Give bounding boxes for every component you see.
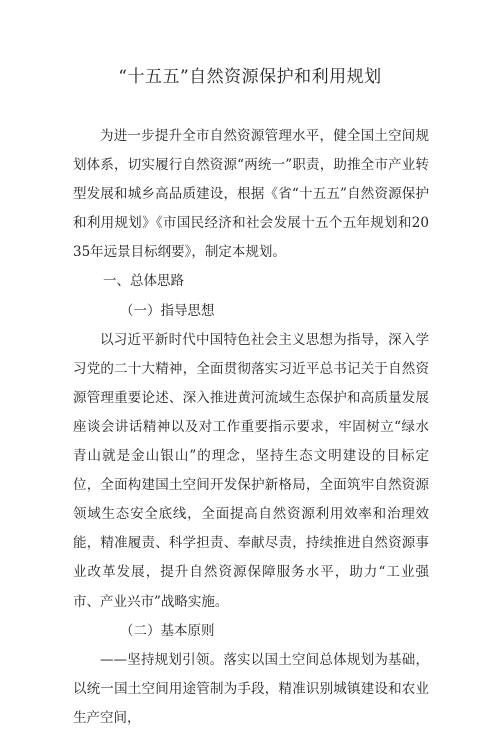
subsection-heading-basic-principles: （二）基本原则 xyxy=(120,622,215,639)
subsection-heading-guiding-ideology: （一）指导思想 xyxy=(120,302,215,319)
document-body xyxy=(73,122,429,726)
intro-paragraph: 为进一步提升全市自然资源管理水平，健全国土空间规划体系，切实履行自然资源“两统一”职责，助推全市产业转型发展和城乡高品质建设，根据《省“十五五”自然资源保护和利用规划》《市国民经济和社会发展十五个五年规划和2035年远景目标纲要》，制定本规划。 xyxy=(73,128,429,261)
guiding-ideology-paragraph: 以习近平新时代中国特色社会主义思想为指导，深入学习党的二十大精神，全面贯彻落实习近平总书记关于自然资源管理重要论述、深入推进黄河流域生态保护和高质量发展座谈会讲话精神以及对工作重要指示要求，牢固树立“绿水青山就是金山银山”的理念，坚持生态文明建设的目标定位，全面构建国土空间开发保护新格局，全面筑牢自然资源领域生态安全底线，全面提高自然资源利用效率和治理效能，精准履责、科学担责、奉献尽责，持续推进自然资源事业改革发展，提升自然资源保障服务水平，助力“工业强市、产业兴市”战略实施。 xyxy=(73,331,429,610)
document-title: “十五五”自然资源保护和利用规划 xyxy=(118,67,382,87)
basic-principles-paragraph: ——坚持规划引领。落实以国土空间总体规划为基础，以统一国土空间用途管制为手段，精准识别城镇建设和农业生产空间， xyxy=(73,651,429,726)
section-heading-overall-approach: 一、总体思路 xyxy=(103,273,184,290)
